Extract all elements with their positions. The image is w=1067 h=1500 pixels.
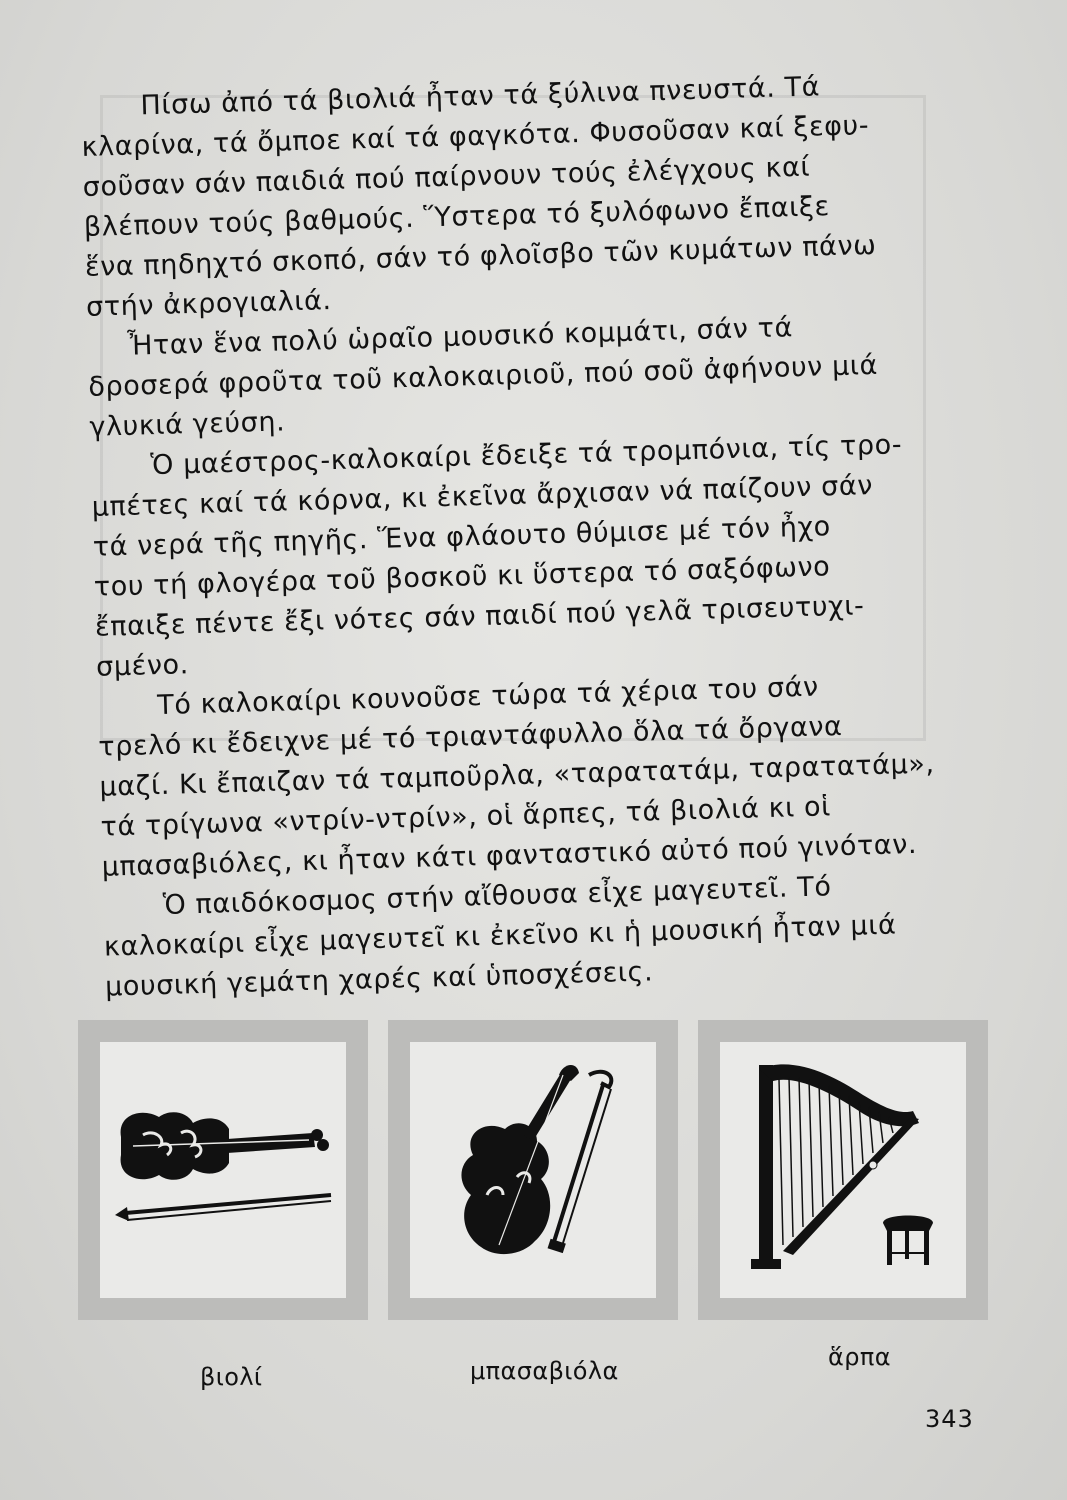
- paragraph-3: [90, 424, 956, 688]
- paragraph-2: [87, 304, 950, 448]
- violin-frame: [78, 1020, 368, 1320]
- text-line: μαζί. Κι ἔπαιζαν τά ταμποῦρλα, «ταρατατάμ, ταρατατάμ»,: [99, 748, 936, 803]
- text-line: του τή φλογέρα τοῦ βοσκοῦ κι ὕστερα τό σαξόφωνο: [93, 551, 831, 603]
- page-number: 343: [925, 1405, 974, 1433]
- text-line: καλοκαίρι εἶχε μαγευτεῖ κι ἐκεῖνο κι ἡ μουσική ἦταν μιά: [103, 909, 897, 963]
- text-line: τρελό κι ἔδειχνε μέ τό τριαντάφυλλο ὅλα τά ὄργανα: [97, 710, 843, 763]
- text-line: βλέπουν τούς βαθμούς. Ὕστερα τό ξυλόφωνο ἔπαιξε: [83, 191, 831, 243]
- harp-caption: ἅρπα: [828, 1343, 891, 1371]
- paragraph-1: [80, 64, 946, 328]
- paragraph-4: [97, 664, 962, 888]
- harp-frame: [698, 1020, 988, 1320]
- text-line: ἕνα πηδηχτό σκοπό, σάν τό φλοῖσβο τῶν κυμάτων πάνω: [84, 229, 877, 283]
- double-bass-caption: μπασαβιόλα: [470, 1357, 619, 1385]
- text-line: Πίσω ἀπό τά βιολιά ἦταν τά ξύλινα πνευστά. Τά: [140, 71, 821, 122]
- double-bass-illustration: [410, 1042, 656, 1298]
- violin-caption: βιολί: [200, 1363, 263, 1391]
- text-line: ἔπαιξε πέντε ἔξι νότες σάν παιδί πού γελᾶ τρισευτυχι-: [94, 590, 865, 643]
- text-line: κλαρίνα, τά ὄμποε καί τά φαγκότα. Φυσοῦσαν καί ξεφυ-: [81, 109, 870, 163]
- double-bass-frame: [388, 1020, 678, 1320]
- text-line: Ἦταν ἕνα πολύ ὡραῖο μουσικό κομμάτι, σάν τά: [126, 312, 794, 362]
- text-line: Ὁ μαέστρος-καλοκαίρι ἔδειξε τά τρομπόνια, τίς τρο-: [150, 429, 903, 482]
- text-line: γλυκιά γεύση.: [89, 406, 286, 443]
- text-line: μπασαβιόλες, κι ἦταν κάτι φανταστικό αὐτό πού γινόταν.: [101, 828, 918, 883]
- text-line: τά τρίγωνα «ντρίν-ντρίν», οἱ ἅρπες, τά βιολιά κι οἱ: [100, 791, 832, 843]
- text-line: στήν ἀκρογιαλιά.: [85, 285, 332, 323]
- text-line: Τό καλοκαίρι κουνοῦσε τώρα τά χέρια του σάν: [156, 671, 820, 722]
- double-bass-icon: [413, 1045, 653, 1295]
- text-line: μουσική γεμάτη χαρές καί ὑποσχέσεις.: [104, 956, 654, 1003]
- violin-icon: [103, 1045, 343, 1295]
- paragraph-5: [102, 864, 965, 1008]
- text-line: σοῦσαν σάν παιδιά πού παίρνουν τούς ἐλέγχους καί: [82, 151, 811, 203]
- text-line: Ὁ παιδόκοσμος στήν αἴθουσα εἶχε μαγευτεῖ. Τό: [162, 871, 832, 921]
- violin-illustration: [100, 1042, 346, 1298]
- text-line: μπέτες καί τά κόρνα, κι ἐκεῖνα ἄρχισαν νά παίζουν σάν: [91, 470, 874, 523]
- text-line: σμένο.: [95, 649, 190, 683]
- text-line: δροσερά φροῦτα τοῦ καλοκαιριοῦ, πού σοῦ ἀφήνουν μιά: [87, 349, 879, 403]
- harp-illustration: [720, 1042, 966, 1298]
- text-line: τά νερά τῆς πηγῆς. Ἕνα φλάουτο θύμισε μέ τόν ἦχο: [92, 511, 832, 563]
- harp-icon: [723, 1045, 963, 1295]
- body-text: [80, 64, 965, 1008]
